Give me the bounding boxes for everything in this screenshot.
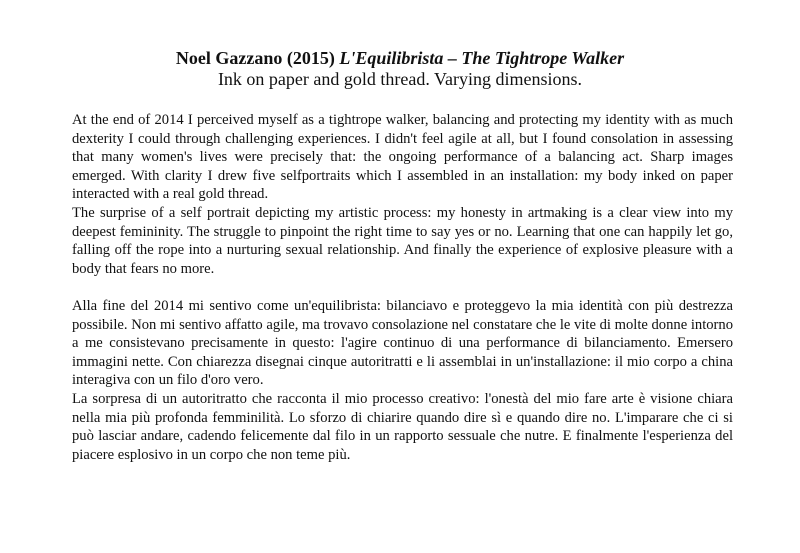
paragraph-spacer xyxy=(72,278,733,297)
artist-and-year: Noel Gazzano (2015) xyxy=(175,48,335,68)
italian-paragraph-2: La sorpresa di un autoritratto che racconta il mio processo creativo: l'onestà del mio fare arte è visione chiara nella mia più profonda femminilità. Lo sforzo di chiarire quando dire sì e quando dire no. L'imparare che ci si può lasciar andare, cadendo felicemente dal filo in un rapporto sessuale che nutre. E finalmente l'esperienza del piacere esplosivo in un corpo che non teme più. xyxy=(72,390,733,463)
artwork-medium: Ink on paper and gold thread. Varying dimensions. xyxy=(217,69,583,89)
english-paragraph-1: At the end of 2014 I perceived myself as a tightrope walker, balancing and protecting my identity with as much dexterity I could through challenging experiences. I didn't feel agile at all, but I found consolation in assessing that many women's lives were precisely that: the ongoing performance of a balancing act. Sharp images emerged. With clarity I drew five selfportraits which I assembled in an installation: my body inked on paper interacted with a real gold thread. xyxy=(72,112,733,203)
artwork-title: L'Equilibrista – The Tightrope Walker xyxy=(339,48,625,68)
italian-paragraph-1: Alla fine del 2014 mi sentivo come un'equilibrista: bilanciavo e proteggevo la mia identità con più destrezza possibile. Non mi sentivo affatto agile, ma trovavo consolazione nel constatare che le vite di molte donne intorno a me consistevano precisamente in questo: l'agire continuo di una performance di bilanciamento. Emersero immagini nette. Con chiarezza disegnai cinque autoritratti e li assemblai in un'installazione: il mio corpo a china interagiva con un filo d'oro vero. xyxy=(72,297,733,389)
page-title xyxy=(0,48,800,69)
statement-body xyxy=(72,111,733,464)
english-paragraph-2: The surprise of a self portrait depicting my artistic process: my honesty in artmaking is a clear view into my deepest femininity. The struggle to pinpoint the right time to say yes or no. Learning that one can happily let go, falling off the rope into a nurturing sexual relationship. And finally the experience of explosive pleasure with a body that fears no more. xyxy=(72,204,733,277)
document-header xyxy=(0,48,800,90)
